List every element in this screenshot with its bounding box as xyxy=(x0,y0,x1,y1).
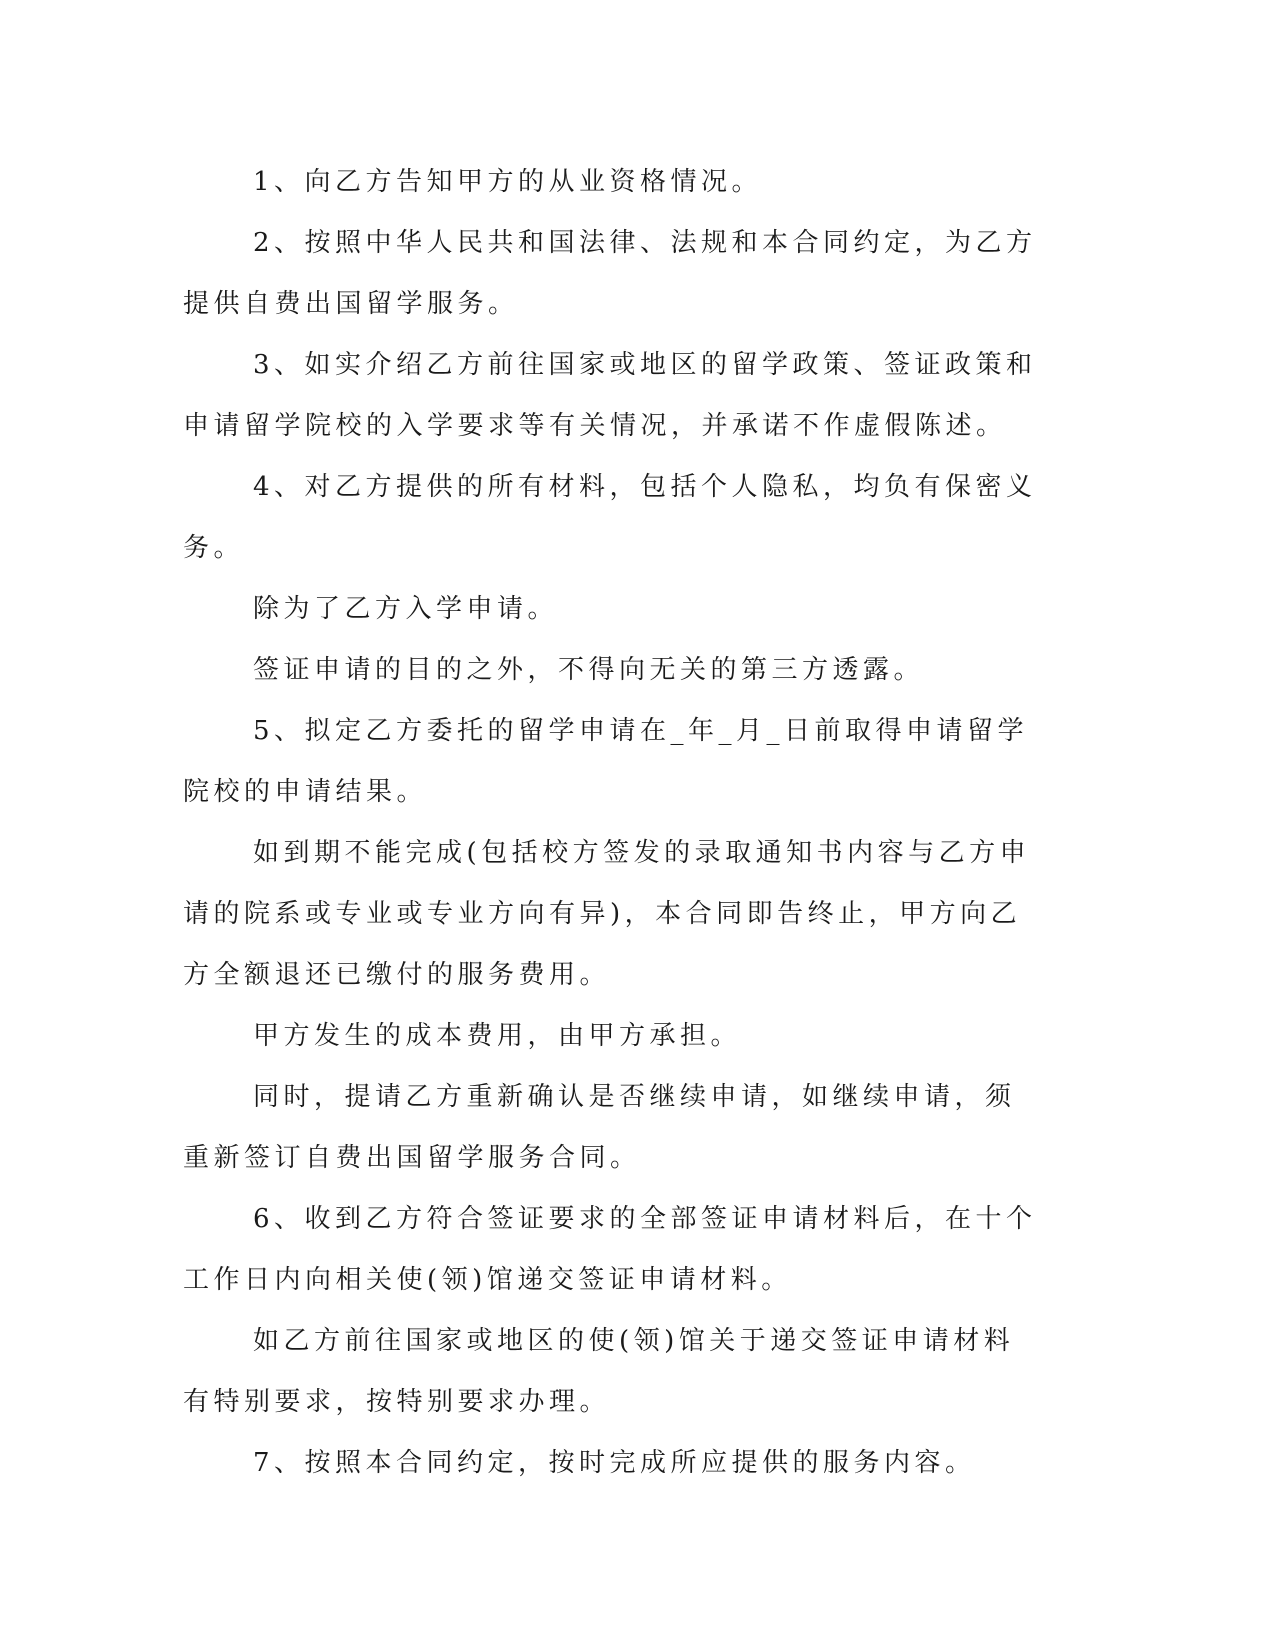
paragraph-item-5: 5、拟定乙方委托的留学申请在_年_月_日前取得申请留学院校的申请结果。 xyxy=(183,716,1029,807)
paragraph-continuation-5b: 甲方发生的成本费用，由甲方承担。 xyxy=(253,1021,742,1051)
paragraph-continuation-5c: 同时，提请乙方重新确认是否继续申请，如继续申请，须重新签订自费出国留学服务合同。 xyxy=(183,1082,1016,1173)
paragraph-continuation-4a: 除为了乙方入学申请。 xyxy=(253,594,559,624)
paragraph-item-7: 7、按照本合同约定，按时完成所应提供的服务内容。 xyxy=(253,1448,976,1478)
paragraph-item-6: 6、收到乙方符合签证要求的全部签证申请材料后，在十个工作日内向相关使(领)馆递交签证申请材料。 xyxy=(183,1204,1037,1295)
paragraph-continuation-6a: 如乙方前往国家或地区的使(领)馆关于递交签证申请材料有特别要求，按特别要求办理。 xyxy=(183,1326,1015,1417)
paragraph-item-1: 1、向乙方告知甲方的从业资格情况。 xyxy=(253,167,763,197)
paragraph-item-3: 3、如实介绍乙方前往国家或地区的留学政策、签证政策和申请留学院校的入学要求等有关情况，并承诺不作虚假陈述。 xyxy=(183,350,1037,441)
paragraph-item-2: 2、按照中华人民共和国法律、法规和本合同约定，为乙方提供自费出国留学服务。 xyxy=(183,228,1037,319)
document-body xyxy=(183,152,1043,1494)
paragraph-continuation-4b: 签证申请的目的之外，不得向无关的第三方透露。 xyxy=(253,655,925,685)
paragraph-item-4: 4、对乙方提供的所有材料，包括个人隐私，均负有保密义务。 xyxy=(183,472,1037,563)
paragraph-continuation-5a: 如到期不能完成(包括校方签发的录取通知书内容与乙方申请的院系或专业或专业方向有异)，本合同即告终止，甲方向乙方全额退还已缴付的服务费用。 xyxy=(183,838,1031,990)
